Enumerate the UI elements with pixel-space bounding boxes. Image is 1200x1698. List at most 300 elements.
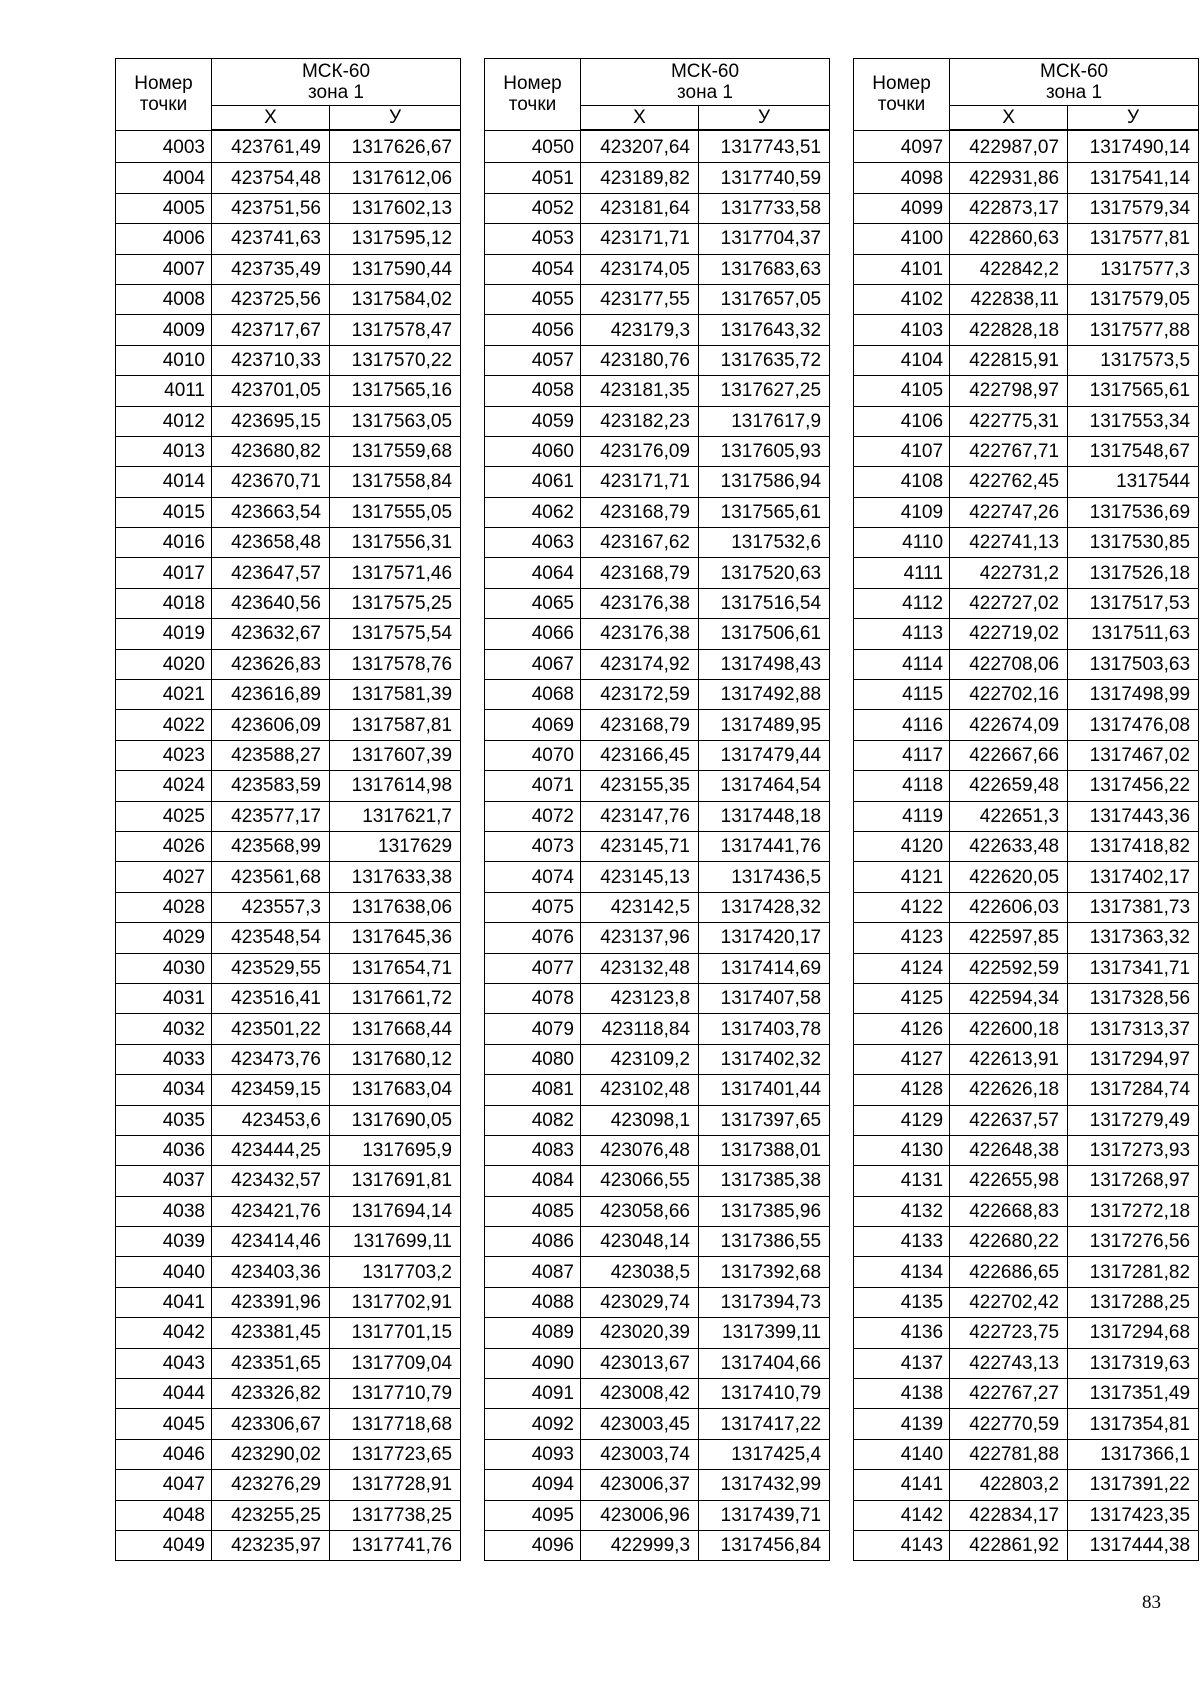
x-coordinate-cell: 423741,63 (212, 224, 330, 254)
coordinate-table-2 (484, 58, 830, 1561)
point-number-cell: 4023 (116, 740, 212, 770)
y-coordinate-cell: 1317703,2 (330, 1257, 461, 1287)
y-coordinate-cell: 1317575,25 (330, 588, 461, 618)
table-row (854, 528, 1199, 558)
point-number-cell: 4041 (116, 1287, 212, 1317)
point-number-cell: 4045 (116, 1409, 212, 1439)
x-coordinate-cell: 423172,59 (581, 680, 699, 710)
x-coordinate-cell: 423473,76 (212, 1044, 330, 1074)
table-row (485, 1044, 830, 1074)
table-row (116, 983, 461, 1013)
x-coordinate-cell: 423568,99 (212, 831, 330, 861)
table-row (854, 1075, 1199, 1105)
y-coordinate-cell: 1317577,81 (1068, 224, 1199, 254)
header-x: Х (212, 106, 330, 131)
y-coordinate-cell: 1317490,14 (1068, 130, 1199, 163)
x-coordinate-cell: 423588,27 (212, 740, 330, 770)
table-row (116, 680, 461, 710)
table-row (116, 710, 461, 740)
x-coordinate-cell: 422781,88 (950, 1439, 1068, 1469)
table-row (854, 193, 1199, 223)
y-coordinate-cell: 1317738,25 (330, 1500, 461, 1530)
table-row (116, 1135, 461, 1165)
y-coordinate-cell: 1317276,56 (1068, 1227, 1199, 1257)
point-number-cell: 4130 (854, 1135, 950, 1165)
y-coordinate-cell: 1317704,37 (699, 224, 830, 254)
x-coordinate-cell: 422668,83 (950, 1196, 1068, 1226)
table-row (485, 923, 830, 953)
table-row (485, 193, 830, 223)
point-number-cell: 4076 (485, 923, 581, 953)
table-row (116, 831, 461, 861)
y-coordinate-cell: 1317626,67 (330, 130, 461, 163)
y-coordinate-cell: 1317414,69 (699, 953, 830, 983)
table-row (854, 497, 1199, 527)
table-row (116, 1318, 461, 1348)
point-number-cell: 4020 (116, 649, 212, 679)
x-coordinate-cell: 422651,3 (950, 801, 1068, 831)
x-coordinate-cell: 423171,71 (581, 467, 699, 497)
point-number-cell: 4079 (485, 1014, 581, 1044)
y-coordinate-cell: 1317403,78 (699, 1014, 830, 1044)
y-coordinate-cell: 1317294,68 (1068, 1318, 1199, 1348)
point-number-cell: 4129 (854, 1105, 950, 1135)
x-coordinate-cell: 423751,56 (212, 193, 330, 223)
table-row (854, 163, 1199, 193)
y-coordinate-cell: 1317573,5 (1068, 345, 1199, 375)
point-number-cell: 4070 (485, 740, 581, 770)
y-coordinate-cell: 1317366,1 (1068, 1439, 1199, 1469)
x-coordinate-cell: 423109,2 (581, 1044, 699, 1074)
x-coordinate-cell: 422594,34 (950, 983, 1068, 1013)
point-number-cell: 4067 (485, 649, 581, 679)
x-coordinate-cell: 423137,96 (581, 923, 699, 953)
table-row (116, 406, 461, 436)
point-number-cell: 4101 (854, 254, 950, 284)
y-coordinate-cell: 1317391,22 (1068, 1470, 1199, 1500)
x-coordinate-cell: 422803,2 (950, 1470, 1068, 1500)
x-coordinate-cell: 423647,57 (212, 558, 330, 588)
point-number-cell: 4108 (854, 467, 950, 497)
x-coordinate-cell: 422838,11 (950, 284, 1068, 314)
y-coordinate-cell: 1317638,06 (330, 892, 461, 922)
point-number-cell: 4098 (854, 163, 950, 193)
point-number-cell: 4056 (485, 315, 581, 345)
x-coordinate-cell: 422743,13 (950, 1348, 1068, 1378)
header-x: Х (581, 106, 699, 131)
table-row (854, 345, 1199, 375)
y-coordinate-cell: 1317710,79 (330, 1379, 461, 1409)
point-number-cell: 4082 (485, 1105, 581, 1135)
table-row (854, 983, 1199, 1013)
y-coordinate-cell: 1317530,85 (1068, 528, 1199, 558)
y-coordinate-cell: 1317683,63 (699, 254, 830, 284)
y-coordinate-cell: 1317410,79 (699, 1379, 830, 1409)
x-coordinate-cell: 423710,33 (212, 345, 330, 375)
table-row (485, 619, 830, 649)
point-number-cell: 4128 (854, 1075, 950, 1105)
table-row (485, 1257, 830, 1287)
x-coordinate-cell: 423038,5 (581, 1257, 699, 1287)
y-coordinate-cell: 1317595,12 (330, 224, 461, 254)
x-coordinate-cell: 422861,92 (950, 1530, 1068, 1560)
table-row (854, 649, 1199, 679)
y-coordinate-cell: 1317565,61 (699, 497, 830, 527)
table-row (116, 376, 461, 406)
x-coordinate-cell: 423632,67 (212, 619, 330, 649)
point-number-cell: 4140 (854, 1439, 950, 1469)
point-number-cell: 4104 (854, 345, 950, 375)
y-coordinate-cell: 1317268,97 (1068, 1166, 1199, 1196)
y-coordinate-cell: 1317536,69 (1068, 497, 1199, 527)
point-number-cell: 4035 (116, 1105, 212, 1135)
point-number-cell: 4097 (854, 130, 950, 163)
y-coordinate-cell: 1317586,94 (699, 467, 830, 497)
table-row (485, 1227, 830, 1257)
x-coordinate-cell: 422815,91 (950, 345, 1068, 375)
x-coordinate-cell: 423182,23 (581, 406, 699, 436)
table-row (485, 224, 830, 254)
x-coordinate-cell: 423168,79 (581, 710, 699, 740)
y-coordinate-cell: 1317740,59 (699, 163, 830, 193)
x-coordinate-cell: 423444,25 (212, 1135, 330, 1165)
point-number-cell: 4068 (485, 680, 581, 710)
table-row (854, 619, 1199, 649)
point-number-cell: 4078 (485, 983, 581, 1013)
point-number-cell: 4072 (485, 801, 581, 831)
y-coordinate-cell: 1317741,76 (330, 1530, 461, 1560)
y-coordinate-cell: 1317635,72 (699, 345, 830, 375)
y-coordinate-cell: 1317614,98 (330, 771, 461, 801)
x-coordinate-cell: 423008,42 (581, 1379, 699, 1409)
x-coordinate-cell: 423155,35 (581, 771, 699, 801)
point-number-cell: 4004 (116, 163, 212, 193)
point-number-cell: 4114 (854, 649, 950, 679)
point-number-cell: 4052 (485, 193, 581, 223)
point-number-cell: 4064 (485, 558, 581, 588)
point-number-cell: 4088 (485, 1287, 581, 1317)
x-coordinate-cell: 423076,48 (581, 1135, 699, 1165)
table-row (854, 284, 1199, 314)
point-number-cell: 4033 (116, 1044, 212, 1074)
point-number-cell: 4061 (485, 467, 581, 497)
y-coordinate-cell: 1317388,01 (699, 1135, 830, 1165)
point-number-cell: 4043 (116, 1348, 212, 1378)
x-coordinate-cell: 423003,45 (581, 1409, 699, 1439)
point-number-cell: 4111 (854, 558, 950, 588)
point-number-cell: 4105 (854, 376, 950, 406)
point-number-cell: 4086 (485, 1227, 581, 1257)
table-row (854, 1044, 1199, 1074)
point-number-cell: 4096 (485, 1530, 581, 1560)
header-point-number: Номер точки (485, 59, 581, 131)
y-coordinate-cell: 1317723,65 (330, 1439, 461, 1469)
point-number-cell: 4009 (116, 315, 212, 345)
point-number-cell: 4074 (485, 862, 581, 892)
x-coordinate-cell: 422767,27 (950, 1379, 1068, 1409)
point-number-cell: 4125 (854, 983, 950, 1013)
y-coordinate-cell: 1317281,82 (1068, 1257, 1199, 1287)
y-coordinate-cell: 1317602,13 (330, 193, 461, 223)
table-row (116, 1075, 461, 1105)
x-coordinate-cell: 422633,48 (950, 831, 1068, 861)
y-coordinate-cell: 1317654,71 (330, 953, 461, 983)
table-row (854, 831, 1199, 861)
y-coordinate-cell: 1317467,02 (1068, 740, 1199, 770)
table-row (116, 1287, 461, 1317)
x-coordinate-cell: 423717,67 (212, 315, 330, 345)
header-x: Х (950, 106, 1068, 131)
point-number-cell: 4039 (116, 1227, 212, 1257)
point-number-cell: 4059 (485, 406, 581, 436)
point-number-cell: 4091 (485, 1379, 581, 1409)
y-coordinate-cell: 1317556,31 (330, 528, 461, 558)
point-number-cell: 4053 (485, 224, 581, 254)
x-coordinate-cell: 423189,82 (581, 163, 699, 193)
x-coordinate-cell: 423583,59 (212, 771, 330, 801)
y-coordinate-cell: 1317381,73 (1068, 892, 1199, 922)
header-point-number: Номер точки (854, 59, 950, 131)
y-coordinate-cell: 1317313,37 (1068, 1014, 1199, 1044)
y-coordinate-cell: 1317407,58 (699, 983, 830, 1013)
y-coordinate-cell: 1317584,02 (330, 284, 461, 314)
y-coordinate-cell: 1317279,49 (1068, 1105, 1199, 1135)
table-row (854, 953, 1199, 983)
y-coordinate-cell: 1317743,51 (699, 130, 830, 163)
point-number-cell: 4095 (485, 1500, 581, 1530)
table-row (116, 619, 461, 649)
x-coordinate-cell: 423606,09 (212, 710, 330, 740)
point-number-cell: 4134 (854, 1257, 950, 1287)
y-coordinate-cell: 1317444,38 (1068, 1530, 1199, 1560)
point-number-cell: 4018 (116, 588, 212, 618)
table-row (854, 862, 1199, 892)
point-number-cell: 4121 (854, 862, 950, 892)
y-coordinate-cell: 1317436,5 (699, 862, 830, 892)
y-coordinate-cell: 1317709,04 (330, 1348, 461, 1378)
x-coordinate-cell: 422860,63 (950, 224, 1068, 254)
y-coordinate-cell: 1317341,71 (1068, 953, 1199, 983)
x-coordinate-cell: 423029,74 (581, 1287, 699, 1317)
x-coordinate-cell: 423761,49 (212, 130, 330, 163)
point-number-cell: 4106 (854, 406, 950, 436)
x-coordinate-cell: 423168,79 (581, 497, 699, 527)
x-coordinate-cell: 422723,75 (950, 1318, 1068, 1348)
point-number-cell: 4133 (854, 1227, 950, 1257)
y-coordinate-cell: 1317570,22 (330, 345, 461, 375)
x-coordinate-cell: 423725,56 (212, 284, 330, 314)
x-coordinate-cell: 423181,64 (581, 193, 699, 223)
table-row (116, 467, 461, 497)
point-number-cell: 4014 (116, 467, 212, 497)
point-number-cell: 4112 (854, 588, 950, 618)
y-coordinate-cell: 1317443,36 (1068, 801, 1199, 831)
x-coordinate-cell: 423142,5 (581, 892, 699, 922)
x-coordinate-cell: 423118,84 (581, 1014, 699, 1044)
table-row (854, 467, 1199, 497)
y-coordinate-cell: 1317404,66 (699, 1348, 830, 1378)
y-coordinate-cell: 1317386,55 (699, 1227, 830, 1257)
y-coordinate-cell: 1317394,73 (699, 1287, 830, 1317)
y-coordinate-cell: 1317456,84 (699, 1530, 830, 1560)
table-row (485, 497, 830, 527)
x-coordinate-cell: 423235,97 (212, 1530, 330, 1560)
y-coordinate-cell: 1317702,91 (330, 1287, 461, 1317)
table-row (485, 1287, 830, 1317)
y-coordinate-cell: 1317590,44 (330, 254, 461, 284)
x-coordinate-cell: 422741,13 (950, 528, 1068, 558)
y-coordinate-cell: 1317657,05 (699, 284, 830, 314)
x-coordinate-cell: 422834,17 (950, 1500, 1068, 1530)
x-coordinate-cell: 423276,29 (212, 1470, 330, 1500)
x-coordinate-cell: 423123,8 (581, 983, 699, 1013)
x-coordinate-cell: 422597,85 (950, 923, 1068, 953)
table-row (485, 1500, 830, 1530)
coordinate-table-1 (115, 58, 461, 1561)
header-coordinate-system: МСК-60 зона 1 (950, 59, 1199, 106)
x-coordinate-cell: 422686,65 (950, 1257, 1068, 1287)
y-coordinate-cell: 1317565,16 (330, 376, 461, 406)
point-number-cell: 4030 (116, 953, 212, 983)
x-coordinate-cell: 423658,48 (212, 528, 330, 558)
point-number-cell: 4131 (854, 1166, 950, 1196)
y-coordinate-cell: 1317476,08 (1068, 710, 1199, 740)
table-row (854, 224, 1199, 254)
x-coordinate-cell: 423168,79 (581, 558, 699, 588)
y-coordinate-cell: 1317695,9 (330, 1135, 461, 1165)
table-row (485, 406, 830, 436)
x-coordinate-cell: 423516,41 (212, 983, 330, 1013)
table-row (854, 892, 1199, 922)
table-row (485, 254, 830, 284)
x-coordinate-cell: 423561,68 (212, 862, 330, 892)
page-number: 83 (1142, 1592, 1161, 1613)
table-row (116, 1227, 461, 1257)
table-row (116, 588, 461, 618)
point-number-cell: 4034 (116, 1075, 212, 1105)
table-row (116, 892, 461, 922)
table-row (854, 1166, 1199, 1196)
y-coordinate-cell: 1317273,93 (1068, 1135, 1199, 1165)
point-number-cell: 4077 (485, 953, 581, 983)
y-coordinate-cell: 1317420,17 (699, 923, 830, 953)
table-row (485, 588, 830, 618)
header-y: У (330, 106, 461, 131)
point-number-cell: 4075 (485, 892, 581, 922)
table-row (485, 130, 830, 163)
table-row (485, 892, 830, 922)
table-row (485, 1439, 830, 1469)
table-row (854, 801, 1199, 831)
point-number-cell: 4024 (116, 771, 212, 801)
table-row (485, 1530, 830, 1560)
point-number-cell: 4028 (116, 892, 212, 922)
table-row (485, 710, 830, 740)
x-coordinate-cell: 423459,15 (212, 1075, 330, 1105)
y-coordinate-cell: 1317532,6 (699, 528, 830, 558)
table-row (854, 1014, 1199, 1044)
y-coordinate-cell: 1317691,81 (330, 1166, 461, 1196)
x-coordinate-cell: 423351,65 (212, 1348, 330, 1378)
point-number-cell: 4005 (116, 193, 212, 223)
y-coordinate-cell: 1317328,56 (1068, 983, 1199, 1013)
x-coordinate-cell: 423177,55 (581, 284, 699, 314)
table-row (854, 1318, 1199, 1348)
x-coordinate-cell: 422931,86 (950, 163, 1068, 193)
point-number-cell: 4085 (485, 1196, 581, 1226)
point-number-cell: 4069 (485, 710, 581, 740)
point-number-cell: 4102 (854, 284, 950, 314)
y-coordinate-cell: 1317517,53 (1068, 588, 1199, 618)
x-coordinate-cell: 422719,02 (950, 619, 1068, 649)
point-number-cell: 4084 (485, 1166, 581, 1196)
point-number-cell: 4126 (854, 1014, 950, 1044)
y-coordinate-cell: 1317565,61 (1068, 376, 1199, 406)
table-row (116, 193, 461, 223)
table-row (116, 254, 461, 284)
y-coordinate-cell: 1317694,14 (330, 1196, 461, 1226)
y-coordinate-cell: 1317577,3 (1068, 254, 1199, 284)
x-coordinate-cell: 422770,59 (950, 1409, 1068, 1439)
x-coordinate-cell: 423680,82 (212, 436, 330, 466)
point-number-cell: 4137 (854, 1348, 950, 1378)
y-coordinate-cell: 1317516,54 (699, 588, 830, 618)
table-row (116, 1044, 461, 1074)
x-coordinate-cell: 422747,26 (950, 497, 1068, 527)
table-row (116, 1348, 461, 1378)
y-coordinate-cell: 1317432,99 (699, 1470, 830, 1500)
y-coordinate-cell: 1317401,44 (699, 1075, 830, 1105)
x-coordinate-cell: 423176,09 (581, 436, 699, 466)
y-coordinate-cell: 1317728,91 (330, 1470, 461, 1500)
table-row (116, 1166, 461, 1196)
x-coordinate-cell: 422828,18 (950, 315, 1068, 345)
table-row (854, 680, 1199, 710)
y-coordinate-cell: 1317506,61 (699, 619, 830, 649)
point-number-cell: 4087 (485, 1257, 581, 1287)
x-coordinate-cell: 423102,48 (581, 1075, 699, 1105)
point-number-cell: 4057 (485, 345, 581, 375)
x-coordinate-cell: 423326,82 (212, 1379, 330, 1409)
point-number-cell: 4120 (854, 831, 950, 861)
y-coordinate-cell: 1317558,84 (330, 467, 461, 497)
y-coordinate-cell: 1317526,18 (1068, 558, 1199, 588)
y-coordinate-cell: 1317680,12 (330, 1044, 461, 1074)
point-number-cell: 4065 (485, 588, 581, 618)
y-coordinate-cell: 1317553,34 (1068, 406, 1199, 436)
point-number-cell: 4071 (485, 771, 581, 801)
table-row (485, 467, 830, 497)
point-number-cell: 4038 (116, 1196, 212, 1226)
table-row (854, 130, 1199, 163)
y-coordinate-cell: 1317690,05 (330, 1105, 461, 1135)
x-coordinate-cell: 422620,05 (950, 862, 1068, 892)
table-row (116, 315, 461, 345)
point-number-cell: 4083 (485, 1135, 581, 1165)
table-row (485, 1105, 830, 1135)
table-row (116, 130, 461, 163)
x-coordinate-cell: 423181,35 (581, 376, 699, 406)
point-number-cell: 4050 (485, 130, 581, 163)
point-number-cell: 4139 (854, 1409, 950, 1439)
y-coordinate-cell: 1317284,74 (1068, 1075, 1199, 1105)
x-coordinate-cell: 422842,2 (950, 254, 1068, 284)
header-point-number: Номер точки (116, 59, 212, 131)
x-coordinate-cell: 423695,15 (212, 406, 330, 436)
y-coordinate-cell: 1317399,11 (699, 1318, 830, 1348)
x-coordinate-cell: 423132,48 (581, 953, 699, 983)
x-coordinate-cell: 422702,42 (950, 1287, 1068, 1317)
